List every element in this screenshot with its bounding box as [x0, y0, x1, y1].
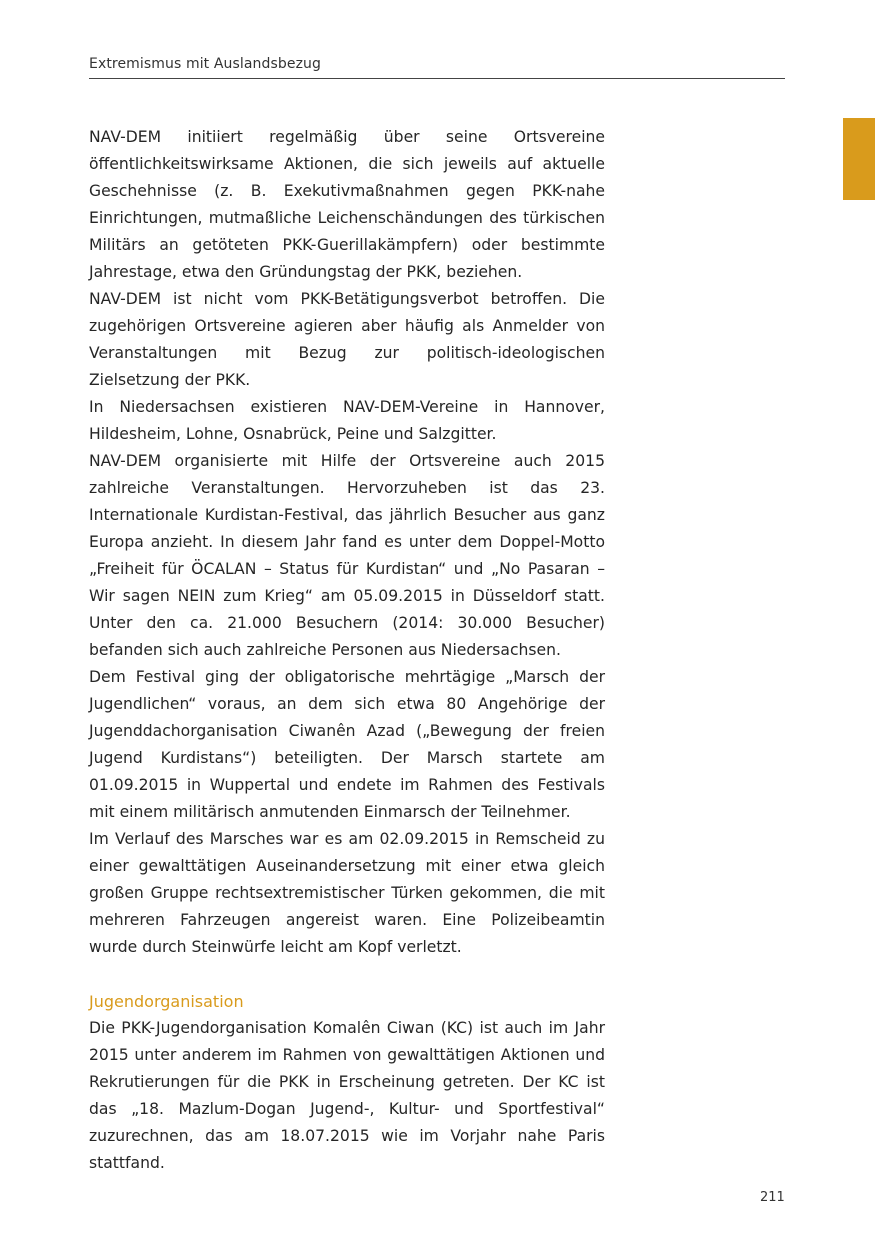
paragraph: In Niedersachsen existieren NAV-DEM-Vereine in Hannover, Hildesheim, Lohne, Osnabrück, Peine und Salzgitter. [89, 398, 605, 443]
chapter-tab-marker [843, 118, 875, 200]
paragraph: Im Verlauf des Marsches war es am 02.09.2015 in Remscheid zu einer gewalttätigen Auseinandersetzung mit einer etwa gleich großen Gruppe rechtsextremistischer Türken gekommen, die mit mehreren Fahrzeugen angereist waren. Eine Polizeibeamtin wurde durch Steinwürfe leicht am Kopf verletzt. [89, 830, 605, 956]
main-text-column [89, 124, 605, 1177]
page-number: 211 [760, 1190, 785, 1205]
paragraph: Dem Festival ging der obligatorische mehrtägige „Marsch der Jugendlichen“ voraus, an dem sich etwa 80 Angehörige der Jugenddachorganisation Ciwanên Azad („Bewegung der freien Jugend Kurdistans“) beteiligten. Der Marsch startete am 01.09.2015 in Wuppertal und endete im Rahmen des Festivals mit einem militärisch anmutenden Einmarsch der Teilnehmer. [89, 668, 605, 821]
header-divider [89, 78, 785, 79]
paragraph: NAV-DEM organisierte mit Hilfe der Ortsvereine auch 2015 zahlreiche Veranstaltungen. Hervorzuheben ist das 23. Internationale Kurdistan-Festival, das jährlich Besucher aus ganz Europa anzieht. In diesem Jahr fand es unter dem Doppel-Motto „Freiheit für ÖCALAN – Status für Kurdistan“ und „No Pasaran – Wir sagen NEIN zum Krieg“ am 05.09.2015 in Düsseldorf statt. Unter den ca. 21.000 Besuchern (2014: 30.000 Besucher) befanden sich auch zahlreiche Personen aus Niedersachsen. [89, 452, 605, 659]
section-paragraph: Die PKK-Jugendorganisation Komalên Ciwan (KC) ist auch im Jahr 2015 unter anderem im Rahmen von gewalttätigen Aktionen und Rekrutierungen für die PKK in Erscheinung getreten. Der KC ist das „18. Mazlum-Dogan Jugend-, Kultur- und Sportfestival“ zuzurechnen, das am 18.07.2015 wie im Vorjahr nahe Paris stattfand. [89, 1019, 605, 1172]
paragraph: NAV-DEM initiiert regelmäßig über seine Ortsvereine öffentlichkeitswirksame Aktionen, die sich jeweils auf aktuelle Geschehnisse (z. B. Exekutivmaßnahmen gegen PKK-nahe Einrichtungen, mutmaßliche Leichenschändungen des türkischen Militärs an getöteten PKK-Guerillakämpfern) oder bestimmte Jahrestage, etwa den Gründungstag der PKK, beziehen. [89, 128, 605, 281]
section-heading: Jugendorganisation [89, 992, 244, 1011]
paragraph: NAV-DEM ist nicht vom PKK-Betätigungsverbot betroffen. Die zugehörigen Ortsvereine agieren aber häufig als Anmelder von Veranstaltungen mit Bezug zur politisch-ideologischen Zielsetzung der PKK. [89, 290, 605, 389]
running-header: Extremismus mit Auslandsbezug [89, 56, 321, 72]
